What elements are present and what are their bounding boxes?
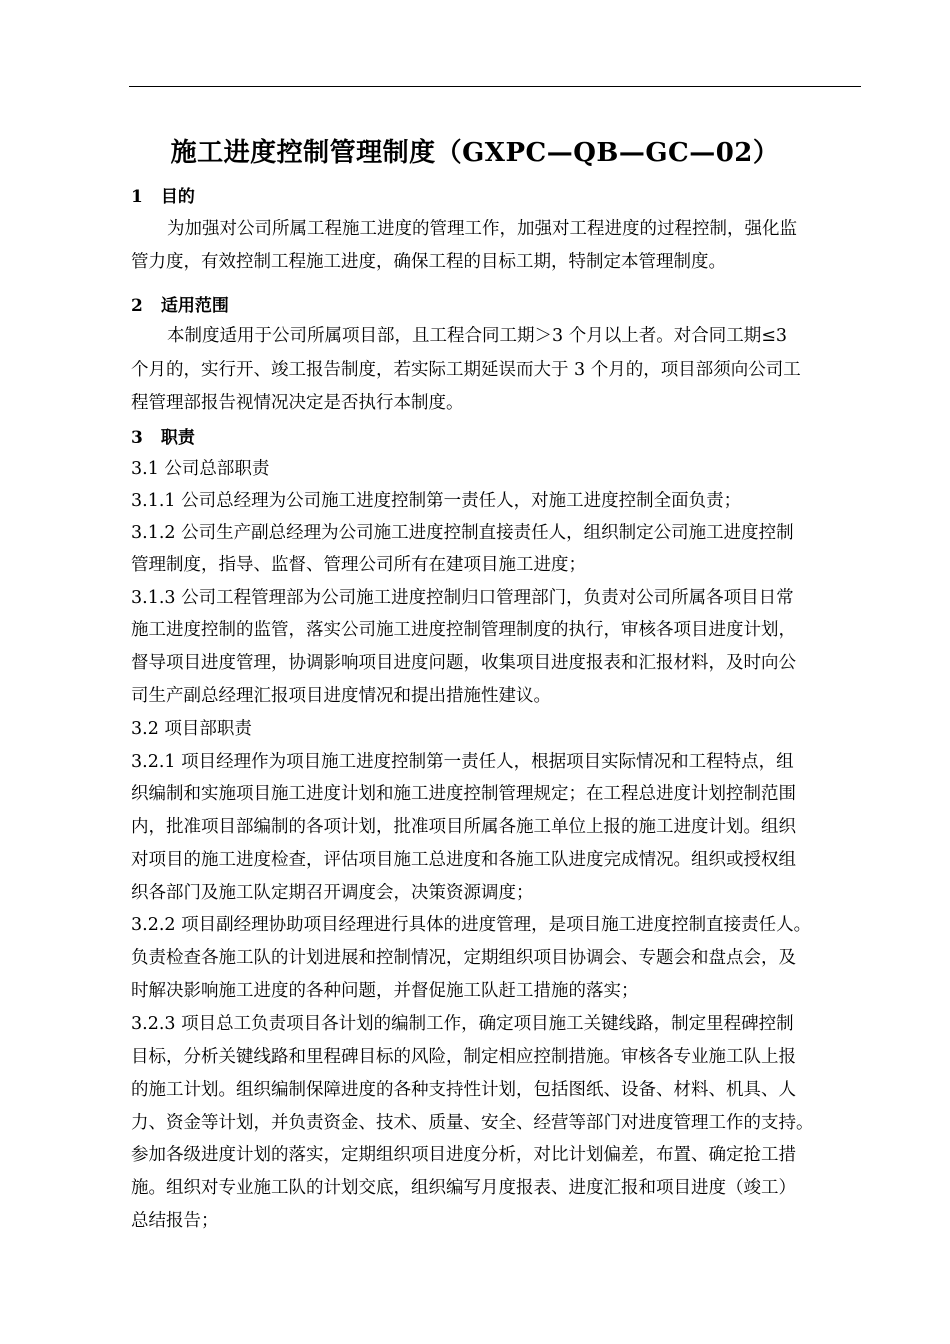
paragraph-line: 督导项目进度管理，协调影响项目进度问题，收集项目进度报表和汇报材料，及时向公 xyxy=(131,653,796,673)
paragraph-line: 司生产副总经理汇报项目进度情况和提出措施性建议。 xyxy=(131,686,551,706)
paragraph-line: 对项目的施工进度检查，评估项目施工总进度和各施工队进度完成情况。组织或授权组 xyxy=(131,850,796,870)
paragraph-line: 总结报告； xyxy=(131,1211,219,1231)
section-1-title: 目的 xyxy=(160,187,195,207)
section-1-heading xyxy=(131,182,195,207)
header-rule xyxy=(129,86,861,87)
section-3-heading xyxy=(131,423,195,448)
paragraph-line: 3.2.2 项目副经理协助项目经理进行具体的进度管理，是项目施工进度控制直接责任人。 xyxy=(131,915,812,935)
paragraph-line: 3.1.2 公司生产副总经理为公司施工进度控制直接责任人，组织制定公司施工进度控制 xyxy=(131,523,794,543)
paragraph-line: 织各部门及施工队定期召开调度会，决策资源调度； xyxy=(131,883,534,903)
paragraph-line: 时解决影响施工进度的各种问题，并督促施工队赶工措施的落实； xyxy=(131,981,639,1001)
section-1-number: 1 xyxy=(131,187,143,207)
paragraph-line: 为加强对公司所属工程施工进度的管理工作，加强对工程进度的过程控制，强化监 xyxy=(167,219,797,239)
paragraph-line: 参加各级进度计划的落实，定期组织项目进度分析，对比计划偏差，布置、确定抢工措 xyxy=(131,1145,796,1165)
paragraph-line: 管力度，有效控制工程施工进度，确保工程的目标工期，特制定本管理制度。 xyxy=(131,252,726,272)
section-3-title: 职责 xyxy=(160,428,195,448)
section-2-number: 2 xyxy=(131,296,143,316)
paragraph-line: 3.1.1 公司总经理为公司施工进度控制第一责任人，对施工进度控制全面负责； xyxy=(131,491,742,511)
subsection-heading: 3.2 项目部职责 xyxy=(131,719,252,739)
subsection-heading: 3.1 公司总部职责 xyxy=(131,459,270,479)
paragraph-line: 力、资金等计划，并负责资金、技术、质量、安全、经营等部门对进度管理工作的支持。 xyxy=(131,1113,814,1133)
paragraph-line: 内，批准项目部编制的各项计划，批准项目所属各施工单位上报的施工进度计划。组织 xyxy=(131,817,796,837)
paragraph-line: 负责检查各施工队的计划进展和控制情况，定期组织项目协调会、专题会和盘点会，及 xyxy=(131,948,796,968)
paragraph-line: 3.1.3 公司工程管理部为公司施工进度控制归口管理部门，负责对公司所属各项目日常 xyxy=(131,588,794,608)
paragraph-line: 施工进度控制的监管，落实公司施工进度控制管理制度的执行，审核各项目进度计划， xyxy=(131,620,796,640)
section-2-title: 适用范围 xyxy=(160,296,229,316)
document-title: 施工进度控制管理制度（GXPC—QB—GC—02） xyxy=(170,138,780,168)
paragraph-line: 目标，分析关键线路和里程碑目标的风险，制定相应控制措施。审核各专业施工队上报 xyxy=(131,1047,796,1067)
paragraph-line: 个月的，实行开、竣工报告制度，若实际工期延误而大于 3 个月的，项目部须向公司工 xyxy=(131,360,801,380)
paragraph-line: 的施工计划。组织编制保障进度的各种支持性计划，包括图纸、设备、材料、机具、人 xyxy=(131,1080,796,1100)
paragraph-line: 3.2.3 项目总工负责项目各计划的编制工作，确定项目施工关键线路，制定里程碑控制 xyxy=(131,1014,794,1034)
paragraph-line: 3.2.1 项目经理作为项目施工进度控制第一责任人，根据项目实际情况和工程特点，组 xyxy=(131,752,794,772)
paragraph-line: 本制度适用于公司所属项目部，且工程合同工期＞3 个月以上者。对合同工期≤3 xyxy=(167,326,787,346)
paragraph-line: 程管理部报告视情况决定是否执行本制度。 xyxy=(131,393,464,413)
paragraph-line: 织编制和实施项目施工进度计划和施工进度控制管理规定；在工程总进度计划控制范围 xyxy=(131,784,796,804)
section-3-number: 3 xyxy=(131,428,143,448)
paragraph-line: 施。组织对专业施工队的计划交底，组织编写月度报表、进度汇报和项目进度（竣工） xyxy=(131,1178,796,1198)
paragraph-line: 管理制度，指导、监督、管理公司所有在建项目施工进度； xyxy=(131,555,586,575)
section-2-heading xyxy=(131,291,229,316)
